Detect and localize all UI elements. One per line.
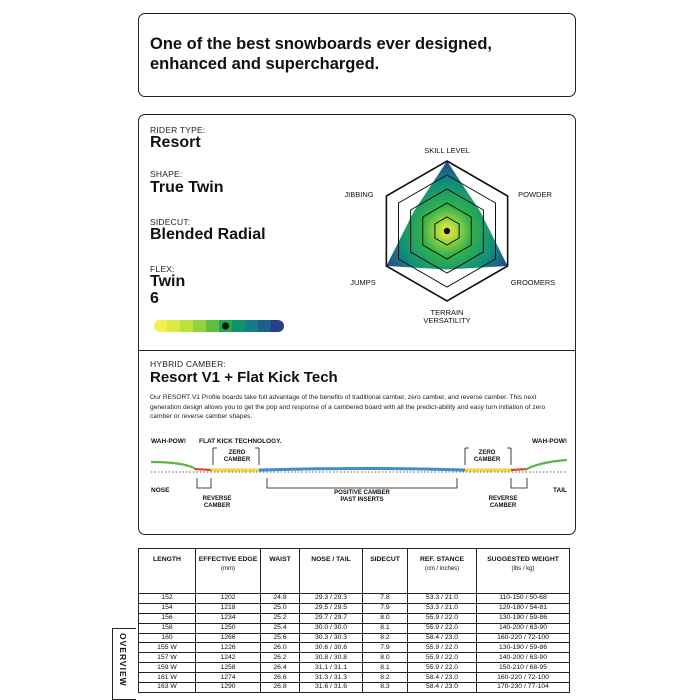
table-cell: 29.7 / 29.7 bbox=[300, 613, 363, 623]
table-cell: 26.6 bbox=[261, 673, 300, 683]
reverse-camber-left-label: CAMBER bbox=[203, 503, 231, 509]
table-cell: 7.9 bbox=[363, 603, 408, 613]
spec-card bbox=[138, 114, 576, 535]
flex-label: FLEX: bbox=[150, 264, 175, 274]
table-cell: 30.6 / 30.6 bbox=[300, 643, 363, 653]
table-header-cell bbox=[408, 549, 477, 594]
table-header-cell bbox=[477, 549, 570, 594]
table-header-main: SUGGESTED WEIGHT bbox=[487, 556, 559, 563]
table-header-cell bbox=[363, 549, 408, 594]
table-cell: 29.5 / 29.5 bbox=[300, 603, 363, 613]
positive-camber-bracket bbox=[267, 478, 457, 488]
reverse-camber-right-label: CAMBER bbox=[489, 503, 517, 509]
table-cell: 130-190 / 59-86 bbox=[477, 643, 570, 653]
table-cell: 130-190 / 59-86 bbox=[477, 613, 570, 623]
table-cell: 159 W bbox=[139, 663, 196, 673]
tagline-text: One of the best snowboards ever designed, enhanced and supercharged. bbox=[150, 35, 492, 73]
section-divider bbox=[139, 350, 575, 351]
table-cell: 160-220 / 72-100 bbox=[477, 633, 570, 643]
table-cell: 25.6 bbox=[261, 633, 300, 643]
table-cell: 53.3 / 21.0 bbox=[408, 594, 477, 604]
table-cell: 140-200 / 63-90 bbox=[477, 653, 570, 663]
table-cell: 55.9 / 22.0 bbox=[408, 623, 477, 633]
wahpow-left-label: WAH-POW! bbox=[151, 438, 187, 445]
table-cell: 163 W bbox=[139, 683, 196, 693]
table-header-main: REF. STANCE bbox=[419, 556, 465, 563]
table-cell: 120-180 / 54-81 bbox=[477, 603, 570, 613]
flex-scale-segment bbox=[271, 320, 284, 332]
radar-axis-label: GROOMERS bbox=[510, 278, 556, 287]
table-header-sub: (lbs / kg) bbox=[511, 566, 535, 572]
table-cell: 7.8 bbox=[363, 594, 408, 604]
camber-title: Resort V1 + Flat Kick Tech bbox=[150, 369, 338, 386]
rider-type-label: RIDER TYPE: bbox=[150, 125, 206, 135]
reverse-camber-right-bracket bbox=[511, 478, 527, 488]
table-cell: 55.9 / 22.0 bbox=[408, 663, 477, 673]
table-body bbox=[139, 594, 570, 693]
table-row bbox=[139, 663, 570, 673]
flex-scale-segment bbox=[258, 320, 271, 332]
table-cell: 30.3 / 30.3 bbox=[300, 633, 363, 643]
table-cell: 29.3 / 29.3 bbox=[300, 594, 363, 604]
tail-kick-line bbox=[525, 460, 567, 470]
table-header-cell bbox=[139, 549, 196, 594]
table-cell: 8.2 bbox=[363, 673, 408, 683]
table-cell: 55.9 / 22.0 bbox=[408, 613, 477, 623]
radar-axis-label: JUMPS bbox=[350, 278, 376, 287]
table-cell: 26.8 bbox=[261, 683, 300, 693]
table-header-main: NOSE / TAIL bbox=[311, 556, 351, 563]
overview-tab-label: OVERVIEW bbox=[118, 633, 128, 687]
ride-radar-chart bbox=[327, 125, 567, 345]
table-cell: 8.0 bbox=[363, 653, 408, 663]
table-cell: 1242 bbox=[196, 653, 261, 663]
flat-kick-label: FLAT KICK TECHNOLOGY. bbox=[199, 438, 282, 445]
table-cell: 154 bbox=[139, 603, 196, 613]
table-cell: 1234 bbox=[196, 613, 261, 623]
table-cell: 8.3 bbox=[363, 683, 408, 693]
flex-scale-segment bbox=[154, 320, 167, 332]
table-cell: 1290 bbox=[196, 683, 261, 693]
table-cell: 170-230 / 77-104 bbox=[477, 683, 570, 693]
shape-label: SHAPE: bbox=[150, 169, 183, 179]
table-cell: 26.0 bbox=[261, 643, 300, 653]
flex-scale-segment bbox=[193, 320, 206, 332]
table-cell: 156 bbox=[139, 613, 196, 623]
table-header-row bbox=[139, 549, 570, 594]
flex-scale-bar bbox=[152, 319, 286, 333]
table-header-cell bbox=[261, 549, 300, 594]
table-cell: 1266 bbox=[196, 633, 261, 643]
table-cell: 8.2 bbox=[363, 633, 408, 643]
table-header-main: SIDECUT bbox=[370, 556, 400, 563]
table-header-cell bbox=[196, 549, 261, 594]
sidecut-label: SIDECUT: bbox=[150, 217, 191, 227]
table-cell: 55.9 / 22.0 bbox=[408, 643, 477, 653]
table-header-main: WAIST bbox=[269, 556, 291, 563]
table-cell: 140-200 / 63-90 bbox=[477, 623, 570, 633]
positive-camber-label: POSITIVE CAMBER bbox=[334, 490, 390, 496]
tagline-card bbox=[138, 13, 576, 97]
radar-data-area bbox=[386, 161, 507, 270]
reverse-camber-right-label: REVERSE bbox=[488, 496, 518, 502]
table-cell: 31.6 / 31.6 bbox=[300, 683, 363, 693]
table-row bbox=[139, 613, 570, 623]
sidecut-value: Blended Radial bbox=[150, 226, 266, 243]
table-cell: 55.9 / 22.0 bbox=[408, 653, 477, 663]
table-cell: 25.4 bbox=[261, 623, 300, 633]
zero-camber-left-label: CAMBER bbox=[223, 457, 251, 463]
flex-value: Twin bbox=[150, 273, 186, 290]
table-cell: 1250 bbox=[196, 623, 261, 633]
table-header-cell bbox=[300, 549, 363, 594]
table-cell: 160 bbox=[139, 633, 196, 643]
table-cell: 30.8 / 30.8 bbox=[300, 653, 363, 663]
flex-scale-segment bbox=[180, 320, 193, 332]
table-cell: 161 W bbox=[139, 673, 196, 683]
camber-type-label: HYBRID CAMBER: bbox=[150, 359, 227, 369]
flex-scale-segment bbox=[232, 320, 245, 332]
rider-type-value: Resort bbox=[150, 134, 201, 151]
table-header-main: LENGTH bbox=[153, 556, 181, 563]
table-cell: 1274 bbox=[196, 673, 261, 683]
camber-profile-diagram bbox=[147, 437, 571, 517]
overview-tab[interactable] bbox=[112, 628, 136, 700]
table-cell: 58.4 / 23.0 bbox=[408, 683, 477, 693]
table-cell: 53.3 / 21.0 bbox=[408, 603, 477, 613]
table-cell: 24.8 bbox=[261, 594, 300, 604]
table-header-sub: (cm / inches) bbox=[424, 566, 460, 572]
table-cell: 25.0 bbox=[261, 603, 300, 613]
radar-axis-label: POWDER bbox=[518, 190, 552, 199]
tail-label: TAIL bbox=[553, 487, 567, 494]
camber-description: Our RESORT V1 Profile boards take full advantage of the benefits of traditional camber, zero camber, and reverse camber. This next generation design allows you to get the pop and response of a cambered board with all the predict-ability and easy turn initiation of zero camber or reverse camber shapes. bbox=[150, 394, 546, 421]
flex-rating: 6 bbox=[150, 290, 159, 307]
size-spec-table bbox=[138, 548, 570, 693]
table-cell: 25.2 bbox=[261, 613, 300, 623]
table-header-sub: (mm) bbox=[221, 566, 235, 572]
radar-axis-label: SKILL LEVEL bbox=[424, 146, 470, 155]
positive-camber-line bbox=[259, 469, 465, 471]
radar-axis-label: TERRAIN bbox=[430, 308, 464, 317]
table-row bbox=[139, 673, 570, 683]
table-cell: 30.0 / 30.0 bbox=[300, 623, 363, 633]
table-cell: 8.0 bbox=[363, 613, 408, 623]
table-cell: 58.4 / 23.0 bbox=[408, 673, 477, 683]
zero-camber-left-label: ZERO bbox=[228, 450, 246, 456]
table-cell: 7.9 bbox=[363, 643, 408, 653]
flex-scale-segment bbox=[206, 320, 219, 332]
flex-marker bbox=[222, 322, 229, 329]
table-row bbox=[139, 653, 570, 663]
table-cell: 158 bbox=[139, 623, 196, 633]
table-cell: 26.4 bbox=[261, 663, 300, 673]
table-cell: 155 W bbox=[139, 643, 196, 653]
reverse-camber-left-label: REVERSE bbox=[202, 496, 232, 502]
flex-scale-segment bbox=[245, 320, 258, 332]
wahpow-right-label: WAH-POW! bbox=[531, 438, 567, 445]
table-cell: 1258 bbox=[196, 663, 261, 673]
table-row bbox=[139, 603, 570, 613]
nose-label: NOSE bbox=[151, 487, 170, 494]
table-row bbox=[139, 643, 570, 653]
shape-value: True Twin bbox=[150, 179, 224, 196]
table-cell: 157 W bbox=[139, 653, 196, 663]
zero-camber-right-label: CAMBER bbox=[473, 457, 501, 463]
table-cell: 1218 bbox=[196, 603, 261, 613]
table-cell: 160-220 / 72-100 bbox=[477, 673, 570, 683]
flex-scale-segment bbox=[167, 320, 180, 332]
table-cell: 8.1 bbox=[363, 663, 408, 673]
reverse-camber-left-bracket bbox=[197, 478, 211, 488]
table-row bbox=[139, 623, 570, 633]
table-row bbox=[139, 594, 570, 604]
table-cell: 1226 bbox=[196, 643, 261, 653]
zero-camber-right-label: ZERO bbox=[478, 450, 496, 456]
table-header-main: EFFECTIVE EDGE bbox=[198, 556, 258, 563]
table-cell: 26.2 bbox=[261, 653, 300, 663]
table-cell: 1202 bbox=[196, 594, 261, 604]
table-cell: 8.1 bbox=[363, 623, 408, 633]
nose-reverse-camber-line bbox=[195, 469, 211, 470]
positive-camber-label: PAST INSERTS bbox=[340, 497, 384, 503]
table-cell: 110-150 / 50-68 bbox=[477, 594, 570, 604]
table-cell: 152 bbox=[139, 594, 196, 604]
table-cell: 31.3 / 31.3 bbox=[300, 673, 363, 683]
table-row bbox=[139, 683, 570, 693]
table-cell: 58.4 / 23.0 bbox=[408, 633, 477, 643]
radar-axis-label: JIBBING bbox=[344, 190, 374, 199]
nose-kick-line bbox=[151, 462, 197, 470]
radar-axis-label: VERSATILITY bbox=[423, 316, 471, 325]
table-cell: 31.1 / 31.1 bbox=[300, 663, 363, 673]
radar-center-dot bbox=[444, 228, 450, 234]
table-cell: 150-210 / 68-95 bbox=[477, 663, 570, 673]
table-row bbox=[139, 633, 570, 643]
